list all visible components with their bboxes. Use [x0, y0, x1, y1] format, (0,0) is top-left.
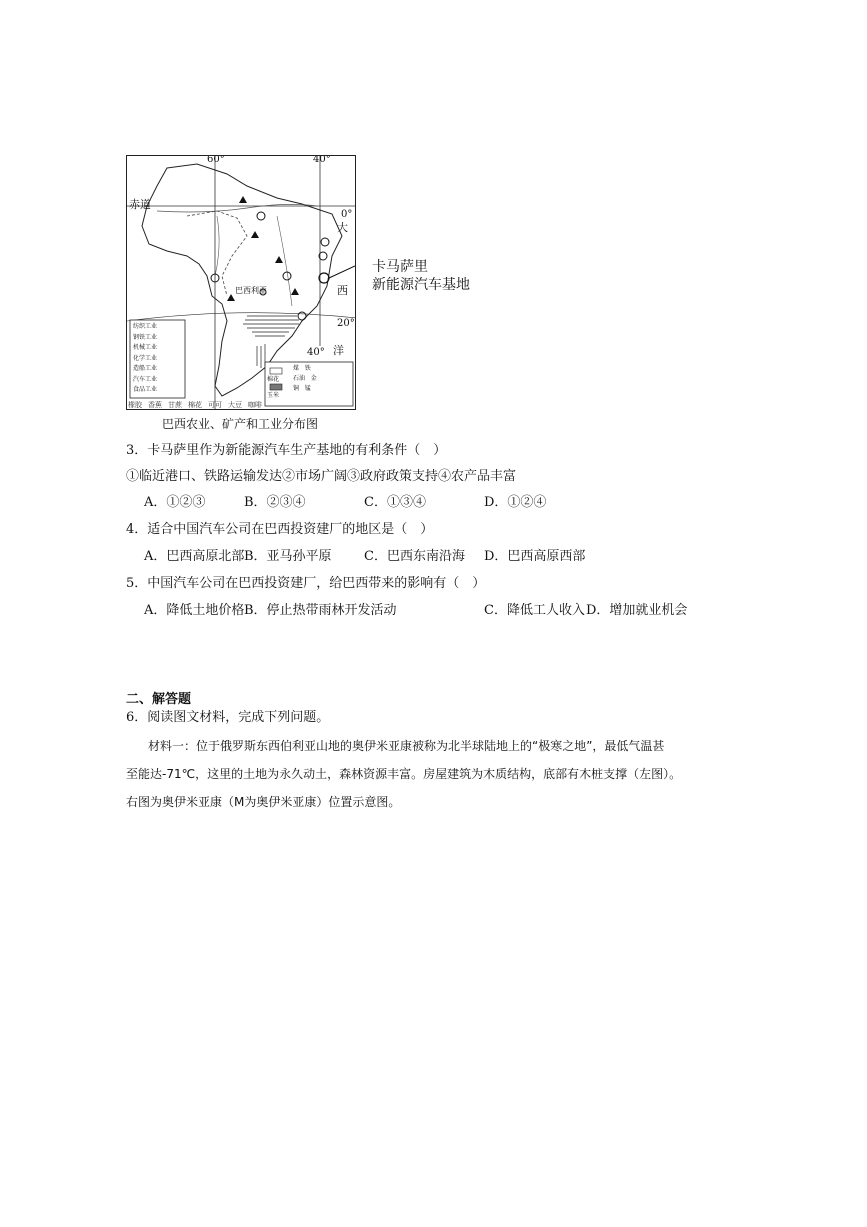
ocean-label-3: 洋 — [333, 344, 344, 357]
legend-item: 铁 — [304, 365, 311, 372]
legend-item: 大豆 — [228, 401, 242, 409]
legend-item: 机械工业 — [133, 344, 158, 351]
q5-option-d[interactable]: D．增加就业机会 — [586, 603, 688, 618]
ocean-label-2: 西 — [337, 284, 348, 297]
q6-stem: 6．阅读图文材料，完成下列问题。 — [126, 710, 330, 725]
q4-option-c[interactable]: C．巴西东南沿海 — [364, 549, 465, 564]
q5-option-c[interactable]: C．降低工人收入 — [484, 603, 585, 618]
equator-label: 赤道 — [129, 198, 151, 211]
map-caption: 巴西农业、矿产和工业分布图 — [162, 417, 319, 431]
q6-material-line-3: 右图为奥伊米亚康（M为奥伊米亚康）位置示意图。 — [126, 795, 401, 809]
legend-item: 化学工业 — [133, 354, 158, 362]
mineral-legend — [293, 364, 351, 394]
legend-item: 钢铁工业 — [133, 333, 158, 341]
q5-stem: 5．中国汽车公司在巴西投资建厂，给巴西带来的影响有（ ） — [126, 576, 486, 591]
q4-option-b[interactable]: B．亚马孙平原 — [244, 549, 332, 564]
map-callout — [372, 258, 470, 294]
q3-option-a[interactable]: A．①②③ — [144, 495, 206, 510]
lat-20-label: 20° — [337, 318, 355, 329]
amazon-river — [157, 204, 317, 212]
legend-item: 甘蔗 — [168, 401, 182, 409]
legend-item: 可可 — [208, 401, 222, 409]
legend-item: 橡胶 — [128, 401, 142, 409]
legend-item: 汽车工业 — [133, 375, 158, 383]
brazil-map — [126, 155, 356, 410]
callout-line-1: 卡马萨里 — [372, 259, 428, 275]
q4-option-a[interactable]: A．巴西高原北部 — [144, 549, 245, 564]
legend-item: 石油 — [293, 375, 306, 382]
legend-item: 香蕉 — [148, 401, 162, 409]
legend-item: 棉花 — [188, 401, 202, 409]
legend-item: 造船工业 — [133, 365, 158, 372]
lat-0-label: 0° — [341, 209, 353, 220]
capital-label: 巴西利亚 — [235, 286, 267, 295]
q5-option-a[interactable]: A．降低土地价格 — [144, 603, 245, 618]
lon-40-top-label: 40° — [313, 155, 331, 165]
q3-stem: 3．卡马萨里作为新能源汽车生产基地的有利条件（ ） — [126, 443, 447, 458]
legend-item: 咖啡 — [248, 401, 262, 409]
q5-option-b[interactable]: B．停止热带雨林开发活动 — [244, 603, 397, 618]
industry-legend — [133, 322, 157, 396]
legend-item: 纺织工业 — [133, 323, 158, 330]
legend-item: 食品工业 — [133, 386, 158, 393]
lon-60-label: 60° — [207, 155, 225, 165]
q6-material-line-2: 至能达-71℃，这里的土地为永久动土，森林资源丰富。房屋建筑为木质结构，底部有木桩支撑（左图）。 — [126, 767, 682, 781]
q4-option-d[interactable]: D．巴西高原西部 — [484, 549, 586, 564]
brazil-border — [187, 211, 247, 296]
q6-material-line-1: 材料一：位于俄罗斯东西伯利亚山地的奥伊米亚康被称为北半球陆地上的“极寒之地”，最低气温甚 — [148, 739, 665, 753]
q3-option-b[interactable]: B．②③④ — [244, 495, 306, 510]
callout-line-2: 新能源汽车基地 — [372, 277, 470, 293]
legend-item: 玉米 — [267, 392, 280, 399]
ocean-label-1: 大 — [337, 221, 348, 234]
q3-option-c[interactable]: C．①③④ — [364, 495, 426, 510]
legend-item: 金 — [310, 375, 317, 382]
q4-stem: 4．适合中国汽车公司在巴西投资建厂的地区是（ ） — [126, 522, 434, 537]
legend-item: 锰 — [304, 385, 311, 392]
legend-item: 铜 — [293, 385, 300, 392]
crop-legend — [128, 400, 358, 410]
section-heading: 二、解答题 — [126, 692, 192, 707]
legend-item: 煤 — [293, 365, 300, 372]
legend-item: 棉花 — [267, 376, 280, 383]
q3-conditions: ①临近港口、铁路运输发达②市场广阔③政府政策支持④农产品丰富 — [126, 469, 517, 484]
region-legend — [267, 375, 279, 401]
lon-40-bottom-label: 40° — [307, 347, 325, 358]
q3-option-d[interactable]: D．①②④ — [484, 495, 547, 510]
